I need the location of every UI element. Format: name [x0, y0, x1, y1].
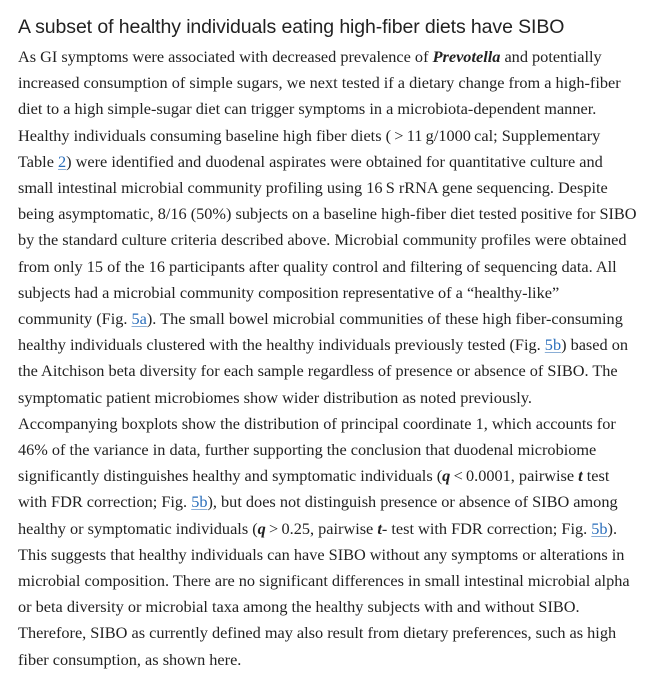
paragraph-line-9: from only 15 of the 16 participants after quality control and filtering of sequencing data. All — [18, 256, 617, 276]
paragraph-line-16: 46% of the variance in data, further supporting the conclusion that duodenal microbiome — [18, 440, 597, 460]
paragraph-line-11: community (Fig. 5a). The small bowel microbial communities of these high fiber-consuming — [18, 309, 623, 329]
paragraph-line-14: symptomatic patient microbiomes show wider distribution as noted previously. — [18, 387, 532, 407]
supplementary-table-2-link[interactable]: 2 — [58, 151, 67, 171]
paragraph-line-3: diet to a high simple-sugar diet can trigger symptoms in a microbiota-dependent manner. — [18, 99, 597, 119]
q-value-symbol: q — [257, 518, 266, 538]
q-value-symbol: q — [442, 466, 451, 486]
figure-5a-link[interactable]: 5a — [131, 309, 147, 329]
section-heading: A subset of healthy individuals eating high-fiber diets have SIBO — [18, 16, 565, 38]
paragraph-line-18: with FDR correction; Fig. 5b), but does not distinguish presence or absence of SIBO among — [18, 492, 618, 512]
paragraph-line-5: Table 2) were identified and duodenal aspirates were obtained for quantitative culture and — [18, 151, 603, 171]
paragraph-line-12: healthy individuals clustered with the healthy individuals previously tested (Fig. 5b) based on — [18, 335, 628, 355]
figure-5b-link[interactable]: 5b — [591, 518, 608, 538]
paragraph-line-20: This suggests that healthy individuals can have SIBO without any symptoms or alterations in — [18, 544, 625, 564]
section-paragraph — [18, 44, 650, 673]
paragraph-line-8: by the standard culture criteria described above. Microbial community profiles were obtained — [18, 230, 627, 250]
paragraph-line-24: fiber consumption, as shown here. — [18, 649, 242, 669]
paragraph-line-6: small intestinal microbial community profiling using 16 S rRNA gene sequencing. Despite — [18, 178, 608, 198]
paragraph-line-17: significantly distinguishes healthy and symptomatic individuals (q < 0.0001, pairwise t test — [18, 466, 610, 486]
figure-5b-link[interactable]: 5b — [544, 335, 562, 355]
t-test-symbol: t — [377, 518, 382, 538]
paragraph-line-15: Accompanying boxplots show the distribution of principal coordinate 1, which accounts for — [18, 413, 616, 433]
article-section — [18, 12, 650, 673]
paragraph-line-22: or beta diversity or microbial taxa among the healthy subjects with and without SIBO. — [18, 597, 580, 617]
paragraph-line-13: the Aitchison beta diversity for each sample regardless of presence or absence of SIBO. The — [18, 361, 618, 381]
paragraph-line-21: microbial composition. There are no significant differences in small intestinal microbial alpha — [18, 571, 630, 591]
genus-prevotella: Prevotella — [432, 47, 501, 66]
figure-5b-link[interactable]: 5b — [191, 492, 208, 512]
paragraph-line-7: being asymptomatic, 8/16 (50%) subjects on a baseline high-fiber diet tested positive for SIBO — [18, 204, 637, 224]
paragraph-line-2: increased consumption of simple sugars, we next tested if a dietary change from a high-fiber — [18, 73, 621, 93]
t-test-symbol: t — [578, 466, 583, 486]
paragraph-line-19: healthy or symptomatic individuals (q > 0.25, pairwise t- test with FDR correction; Fig. 5b). — [18, 518, 618, 538]
paragraph-line-23: Therefore, SIBO as currently defined may also result from dietary preferences, such as high — [18, 623, 617, 643]
paragraph-line-10: subjects had a microbial community composition representative of a “healthy-like” — [18, 282, 560, 302]
paragraph-line-4: Healthy individuals consuming baseline high fiber diets ( > 11 g/1000 cal; Supplementary — [18, 125, 601, 145]
paragraph-line-1: As GI symptoms were associated with decreased prevalence of Prevotella and potentially — [18, 47, 602, 66]
